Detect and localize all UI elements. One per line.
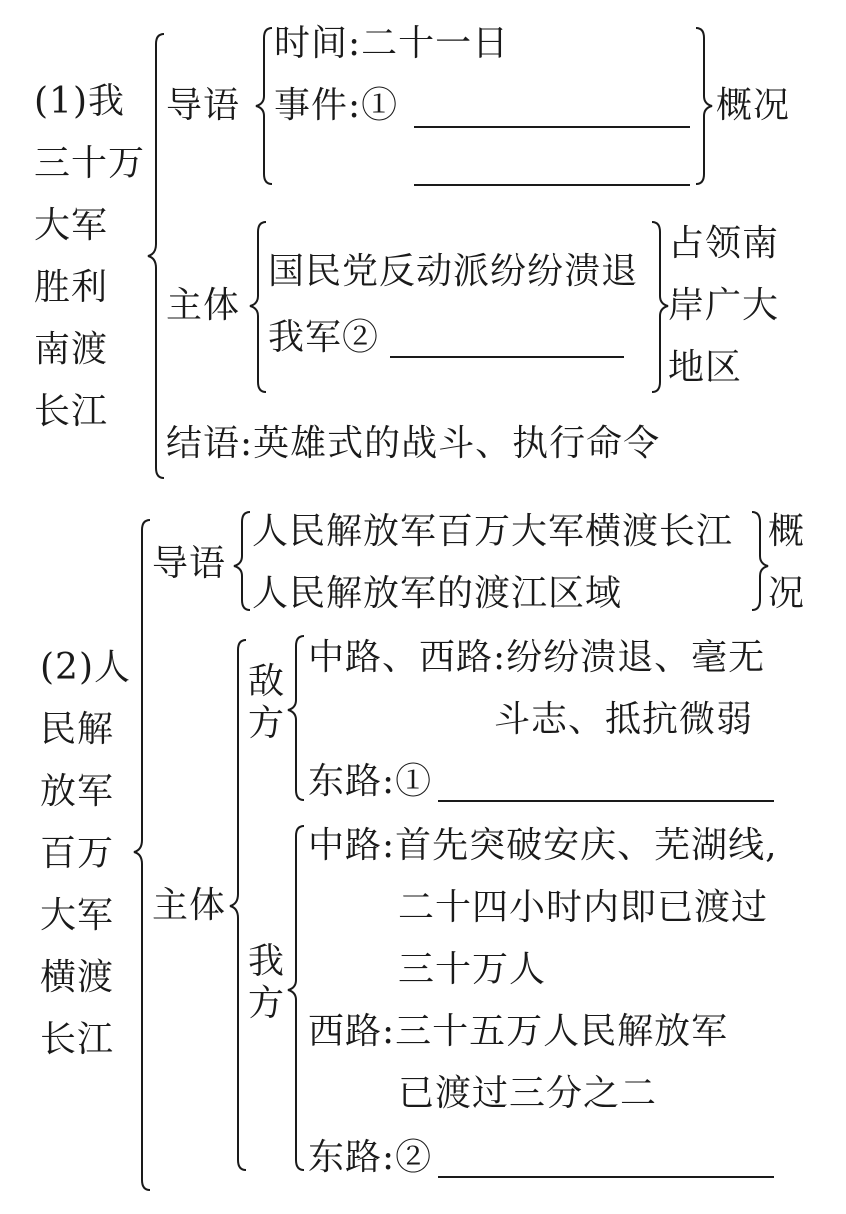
brace-part2-main xyxy=(134,520,150,1190)
part2-title-line-5: 大军 xyxy=(40,895,115,936)
part2-enemy-label-1: 敌 xyxy=(248,661,286,702)
brace-part1-main xyxy=(148,34,164,478)
part2-ours-west-2: 已渡过三分之二 xyxy=(398,1073,658,1114)
part2-intro-line-1: 人民解放军百万大军横渡长江 xyxy=(252,511,734,552)
part1-intro-label: 导语 xyxy=(166,85,241,126)
part2-answer-blank-2[interactable] xyxy=(438,1176,774,1178)
part2-ours-west-1: 西路:三十五万人民解放军 xyxy=(308,1011,729,1052)
part2-intro-summary-2: 况 xyxy=(768,573,806,614)
part1-title-line-6: 长江 xyxy=(34,391,109,432)
part1-conclusion: 结语:英雄式的战斗、执行命令 xyxy=(166,423,661,464)
part1-title-line-4: 胜利 xyxy=(34,267,109,308)
part1-body-line-1: 国民党反动派纷纷溃退 xyxy=(268,251,639,292)
part2-title-line-4: 百万 xyxy=(40,833,115,874)
part2-title-line-6: 横渡 xyxy=(40,957,115,998)
part2-enemy-central-west-2: 斗志、抵抗微弱 xyxy=(494,699,754,740)
part2-ours-label-1: 我 xyxy=(248,941,286,982)
part2-enemy-label-2: 方 xyxy=(248,703,286,744)
part2-title-line-7: 长江 xyxy=(40,1019,115,1060)
part2-title-line-3: 放军 xyxy=(40,771,115,812)
part1-title-line-5: 南渡 xyxy=(34,329,109,370)
part1-answer-blank-1a[interactable] xyxy=(414,126,690,128)
part1-body-result-2: 岸广大 xyxy=(668,285,780,326)
part2-ours-central-1: 中路:首先突破安庆、芜湖线, xyxy=(308,825,778,866)
brace-part2-body xyxy=(230,640,246,1170)
part2-ours-central-2: 二十四小时内即已渡过 xyxy=(398,887,769,928)
part1-body-result-3: 地区 xyxy=(668,347,743,388)
part1-title-line-3: 大军 xyxy=(34,205,109,246)
brace-ours xyxy=(288,826,304,1170)
part2-ours-east: 东路:② xyxy=(308,1137,433,1178)
brace-part1-intro-right xyxy=(696,28,712,184)
part1-title-line-2: 三十万 xyxy=(34,143,146,184)
part2-ours-central-3: 三十万人 xyxy=(398,949,547,990)
brace-part1-intro xyxy=(256,28,272,184)
brace-part1-body-right xyxy=(652,222,668,392)
part2-enemy-central-west-1: 中路、西路:纷纷溃退、毫无 xyxy=(308,637,766,678)
part2-title-line-2: 民解 xyxy=(40,709,115,750)
brace-enemy xyxy=(288,636,304,800)
part1-body-line-2: 我军② xyxy=(268,317,380,358)
part1-body-label: 主体 xyxy=(166,285,241,326)
part1-answer-blank-2[interactable] xyxy=(390,356,624,358)
brace-part2-intro-right xyxy=(752,512,768,610)
brace-part1-body xyxy=(250,222,266,392)
part2-answer-blank-1[interactable] xyxy=(438,800,774,802)
part1-body-result-1: 占领南 xyxy=(668,223,780,264)
part2-ours-label-2: 方 xyxy=(248,983,286,1024)
part2-title-line-1: (2)人 xyxy=(40,647,131,688)
part2-intro-summary-1: 概 xyxy=(768,511,806,552)
part2-intro-label: 导语 xyxy=(152,543,227,584)
part2-body-label: 主体 xyxy=(152,885,227,926)
part1-intro-event: 事件:① xyxy=(274,85,399,126)
part2-enemy-east: 东路:① xyxy=(308,761,433,802)
part2-intro-line-2: 人民解放军的渡江区域 xyxy=(252,573,623,614)
brace-part2-intro xyxy=(234,512,250,610)
part1-answer-blank-1b[interactable] xyxy=(414,184,690,186)
part1-intro-time: 时间:二十一日 xyxy=(274,23,510,64)
part1-title-line-1: (1)我 xyxy=(34,81,125,122)
part1-intro-summary: 概况 xyxy=(716,85,791,126)
